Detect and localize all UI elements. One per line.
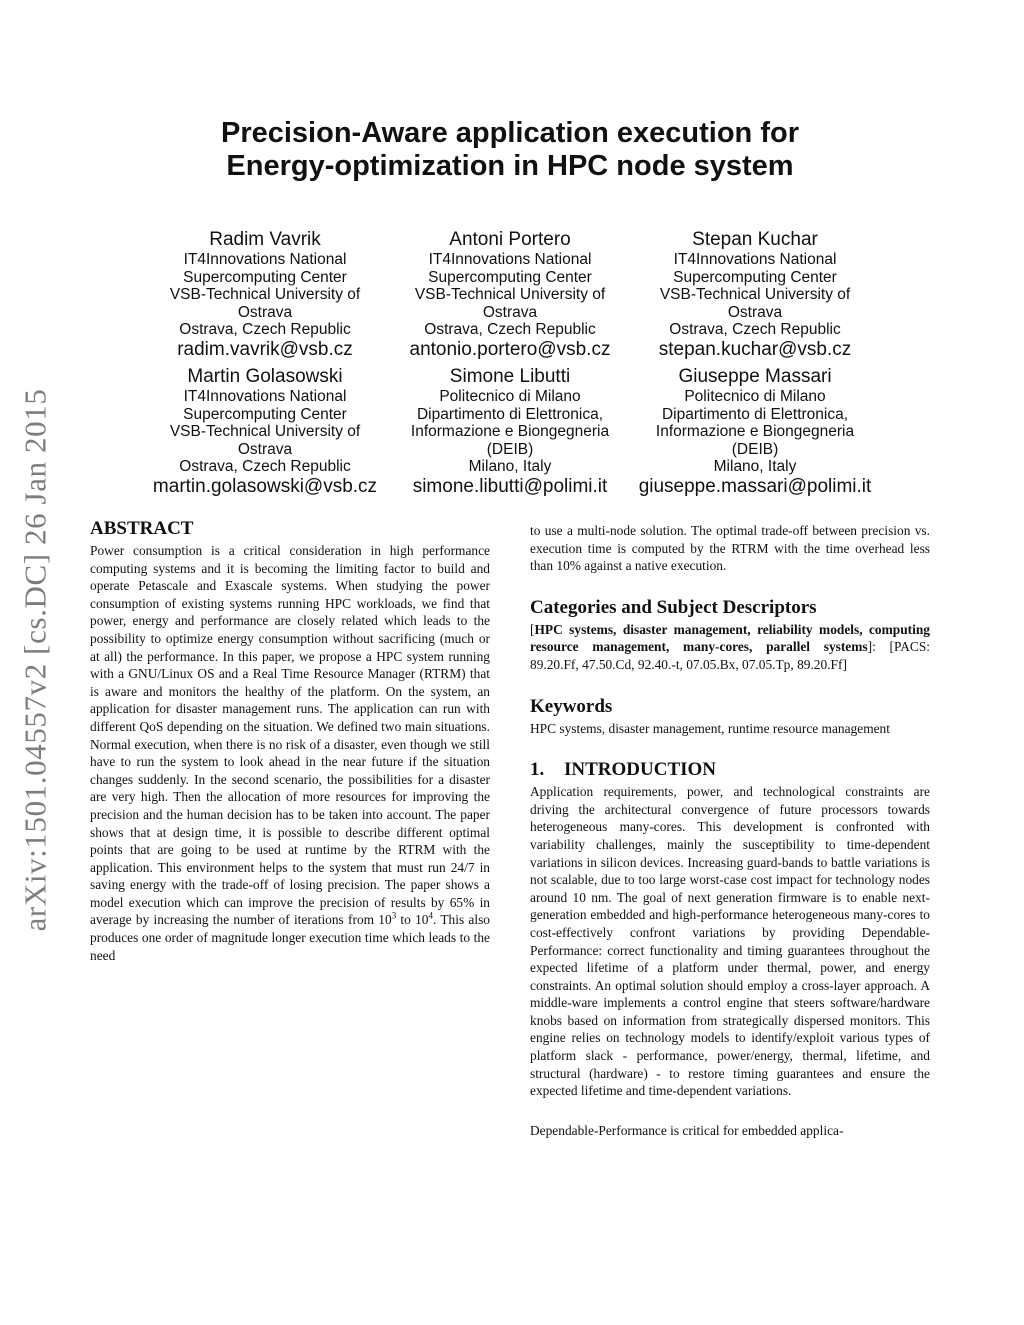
title-line-2: Energy-optimization in HPC node system — [226, 150, 794, 182]
introduction-heading — [530, 759, 930, 781]
author-affiliation: Dipartimento di Elettronica, — [416, 405, 604, 423]
title-line-1: Precision-Aware application execution for — [220, 117, 799, 149]
left-column — [90, 518, 490, 964]
author-affiliation: Milano, Italy — [468, 458, 552, 475]
abstract-continuation: to use a multi-node solution. The optimal trade-off between precision vs. execution time is computed by the RTRM with the time overhead less than 10% against a native execution. — [530, 523, 930, 574]
author-affiliation: Ostrava — [237, 303, 293, 321]
author-block-1 — [140, 229, 390, 360]
introduction-paragraph-2: Dependable-Performance is critical for embedded applica- — [530, 1122, 844, 1138]
author-block-3 — [630, 229, 880, 360]
section-title: INTRODUCTION — [564, 759, 717, 781]
keywords-heading: Keywords — [530, 695, 613, 717]
author-name: Giuseppe Massari — [678, 366, 832, 387]
author-affiliation: VSB-Technical University of — [414, 286, 606, 303]
author-name: Simone Libutti — [449, 366, 571, 387]
author-affiliation: (DEIB) — [731, 440, 779, 458]
author-block-2 — [385, 229, 635, 360]
section-number: 1. — [530, 759, 545, 781]
author-email[interactable]: martin.golasowski@vsb.cz — [152, 475, 378, 497]
author-affiliation: IT4Innovations National — [673, 251, 837, 268]
author-affiliation: Ostrava, Czech Republic — [669, 321, 841, 338]
author-affiliation: Ostrava, Czech Republic — [179, 321, 351, 338]
author-block-6 — [630, 366, 880, 497]
author-name: Martin Golasowski — [187, 366, 343, 387]
author-name: Radim Vavrik — [209, 229, 321, 250]
author-affiliation: Ostrava — [237, 440, 293, 458]
author-affiliation: IT4Innovations National — [183, 251, 347, 268]
author-affiliation: IT4Innovations National — [183, 388, 347, 405]
author-affiliation: VSB-Technical University of — [169, 423, 361, 440]
author-email[interactable]: giuseppe.massari@polimi.it — [638, 475, 872, 497]
author-affiliation: Supercomputing Center — [673, 268, 837, 286]
author-email[interactable]: radim.vavrik@vsb.cz — [177, 338, 353, 360]
author-affiliation: Informazione e Biongegneria — [410, 423, 610, 440]
right-column — [530, 522, 930, 1139]
author-affiliation: Supercomputing Center — [428, 268, 592, 286]
author-block-4 — [140, 366, 390, 497]
author-affiliation: Informazione e Biongegneria — [655, 423, 855, 440]
categories-heading: Categories and Subject Descriptors — [530, 596, 817, 618]
author-affiliation: (DEIB) — [486, 440, 534, 458]
abstract-text: Power consumption is a critical consideration in high performance computing systems and it is becoming the limiting factor to build and operate Petascale and Exascale systems. When studying the power consumption of existing systems running HPC workloads, we find that power, energy and performance are closely related which leads to the possibility to optimize energy consumption without sacrificing (much or at all) the performance. In this paper, we propose a HPC system running with a GNU/Linux OS and a Real Time Resource Manager (RTRM) that is aware and monitors the healthy of the platform. On the system, an application for disaster management runs. The application can run with different QoS depending on the situation. We defined two main situations. Normal execution, when there is no risk of a disaster, even though we still have to run the system to look ahead in the near future if the situation changes suddenly. In the second scenario, the possibilities for a disaster are very high. Then the allocation of more resources for improving the precision and the human decision has to be taken into account. The paper shows that at design time, it is possible to describe different optimal points that are going to be used at runtime by the RTRM with the application. This environment helps to the system that must run 24/7 in saving energy with the trade-off of losing precision. The paper shows a model execution which can improve the precision of results by 65% in average by increasing the number of iterations from $10^3$ to $10^4$. This also produces one order of magnitude longer execution time which leads to the need — [90, 543, 490, 963]
author-affiliation: Dipartimento di Elettronica, — [661, 405, 849, 423]
author-email[interactable]: stepan.kuchar@vsb.cz — [658, 338, 852, 360]
author-affiliation: Supercomputing Center — [183, 268, 347, 286]
author-affiliation: Politecnico di Milano — [439, 388, 581, 405]
author-affiliation: Ostrava, Czech Republic — [179, 458, 351, 475]
author-affiliation: VSB-Technical University of — [659, 286, 851, 303]
author-affiliation: Supercomputing Center — [183, 405, 347, 423]
arxiv-identifier: arXiv:1501.04557v2 [cs.DC] 26 Jan 2015 — [17, 388, 53, 932]
introduction-paragraph-1: Application requirements, power, and technological constraints are driving the architectural convergence of future processors towards heterogeneous many-cores. This development is confronted with variability challenges, mainly the susceptibility to time-dependent variations in silicon devices. Increasing guard-bands to battle variations is not scalable, due to too large worst-case cost impact for technology nodes around 10 nm. The goal of next generation firmware is to enable next-generation embedded and high-performance heterogeneous many-cores to cost-effectively confront variations by providing Dependable-Performance: correct functionality and timing guarantees throughout the expected lifetime of a platform under thermal, power, and energy constraints. An optimal solution should employ a cross-layer approach. A middle-ware implements a control engine that steers software/hardware knobs based on information from strategically dispersed monitors. This engine relies on technology models to identify/exploit various types of platform slack - performance, power/energy, thermal, lifetime, and structural (hardware) - to restore timing guarantees and ensure the expected lifetime and time-dependent variations. — [530, 784, 930, 1099]
keywords-text: HPC systems, disaster management, runtime resource management — [530, 720, 890, 736]
author-name: Stepan Kuchar — [692, 229, 818, 250]
author-affiliation: Ostrava, Czech Republic — [424, 321, 596, 338]
author-affiliation: IT4Innovations National — [428, 251, 592, 268]
author-affiliation: Ostrava — [482, 303, 538, 321]
author-affiliation: Milano, Italy — [713, 458, 797, 475]
abstract-heading: ABSTRACT — [90, 518, 194, 539]
author-affiliation: VSB-Technical University of — [169, 286, 361, 303]
author-affiliation: Politecnico di Milano — [684, 388, 826, 405]
categories-text: [HPC systems, disaster management, reliability models, computing resource management, many-cores, parallel systems]: [PACS: 89.20.Ff, 47.50.Cd, 92.40.-t, 07.05.Bx, 07.05.Tp, 89.20.Ff] — [530, 621, 930, 672]
author-block-5 — [385, 366, 635, 497]
author-email[interactable]: simone.libutti@polimi.it — [412, 475, 608, 497]
paper-title — [130, 117, 890, 183]
author-email[interactable]: antonio.portero@vsb.cz — [409, 338, 611, 360]
author-affiliation: Ostrava — [727, 303, 783, 321]
author-name: Antoni Portero — [449, 229, 571, 250]
